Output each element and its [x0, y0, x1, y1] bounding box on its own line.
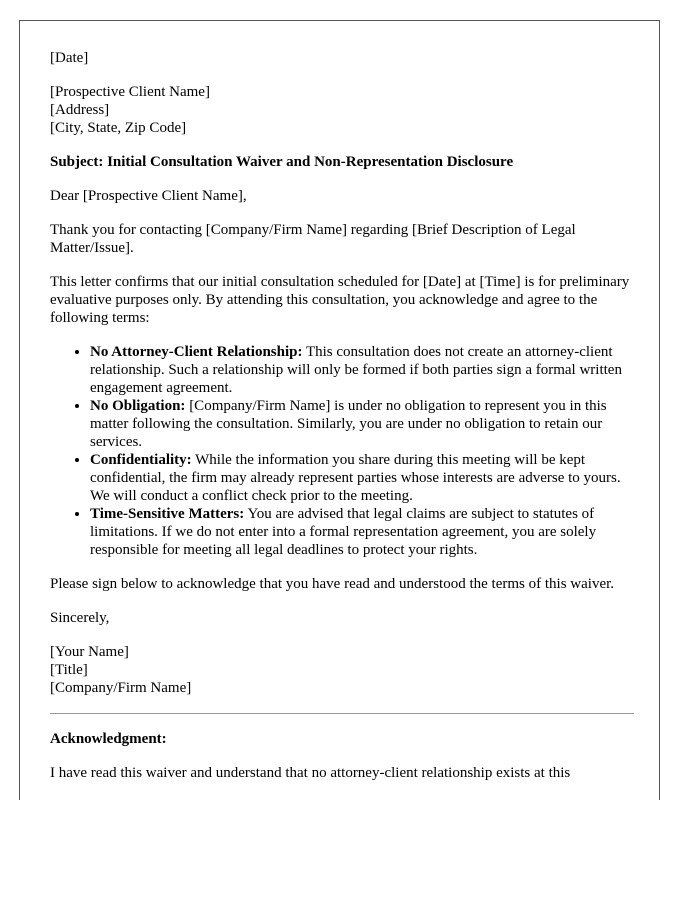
closing: Sincerely,	[50, 610, 110, 626]
recipient-address: [Address]	[50, 102, 110, 118]
sender-company: [Company/Firm Name]	[50, 680, 192, 696]
term-title: Time-Sensitive Matters:	[90, 506, 245, 522]
term-item	[90, 343, 634, 397]
letter-page	[19, 20, 660, 800]
term-item	[90, 451, 634, 505]
acknowledgment-title: Acknowledgment:	[50, 731, 167, 747]
subject-line: Subject: Initial Consultation Waiver and Non-Representation Disclosure	[50, 154, 514, 170]
recipient-city-state-zip: [City, State, Zip Code]	[50, 120, 187, 136]
section-divider	[50, 713, 634, 714]
letter-body	[50, 49, 634, 798]
sender-block	[50, 643, 634, 697]
terms-list	[50, 343, 634, 559]
sign-request-paragraph: Please sign below to acknowledge that you have read and understood the terms of this waiver.	[50, 576, 615, 592]
term-text: You are advised that legal claims are subject to statutes of limitations. If we do not enter into a formal representation agreement, you are solely responsible for meeting all legal deadlines to protect your rights.	[90, 506, 597, 558]
sender-name: [Your Name]	[50, 644, 129, 660]
recipient-block	[50, 83, 634, 137]
sender-title: [Title]	[50, 662, 88, 678]
term-title: No Obligation:	[90, 398, 186, 414]
confirmation-paragraph: This letter confirms that our initial consultation scheduled for [Date] at [Time] is for preliminary evaluative purposes only. By attending this consultation, you acknowledge and agree to the following terms:	[50, 274, 630, 326]
recipient-name: [Prospective Client Name]	[50, 84, 210, 100]
term-text: [Company/Firm Name] is under no obligation to represent you in this matter following the consultation. Similarly, you are under no obligation to retain our services.	[90, 398, 607, 450]
term-item	[90, 505, 634, 559]
term-item	[90, 397, 634, 451]
term-text: This consultation does not create an attorney-client relationship. Such a relationship will only be formed if both parties sign a formal written engagement agreement.	[90, 344, 622, 396]
letter-date: [Date]	[50, 50, 89, 66]
salutation: Dear [Prospective Client Name],	[50, 188, 247, 204]
term-text: While the information you share during this meeting will be kept confidential, the firm may already represent parties whose interests are adverse to yours. We will conduct a conflict check prior to the meeting.	[90, 452, 621, 504]
intro-paragraph: Thank you for contacting [Company/Firm Name] regarding [Brief Description of Legal Matter/Issue].	[50, 222, 576, 256]
acknowledgment-text: I have read this waiver and understand that no attorney-client relationship exists at this	[50, 765, 571, 781]
term-title: No Attorney-Client Relationship:	[90, 344, 303, 360]
term-title: Confidentiality:	[90, 452, 192, 468]
